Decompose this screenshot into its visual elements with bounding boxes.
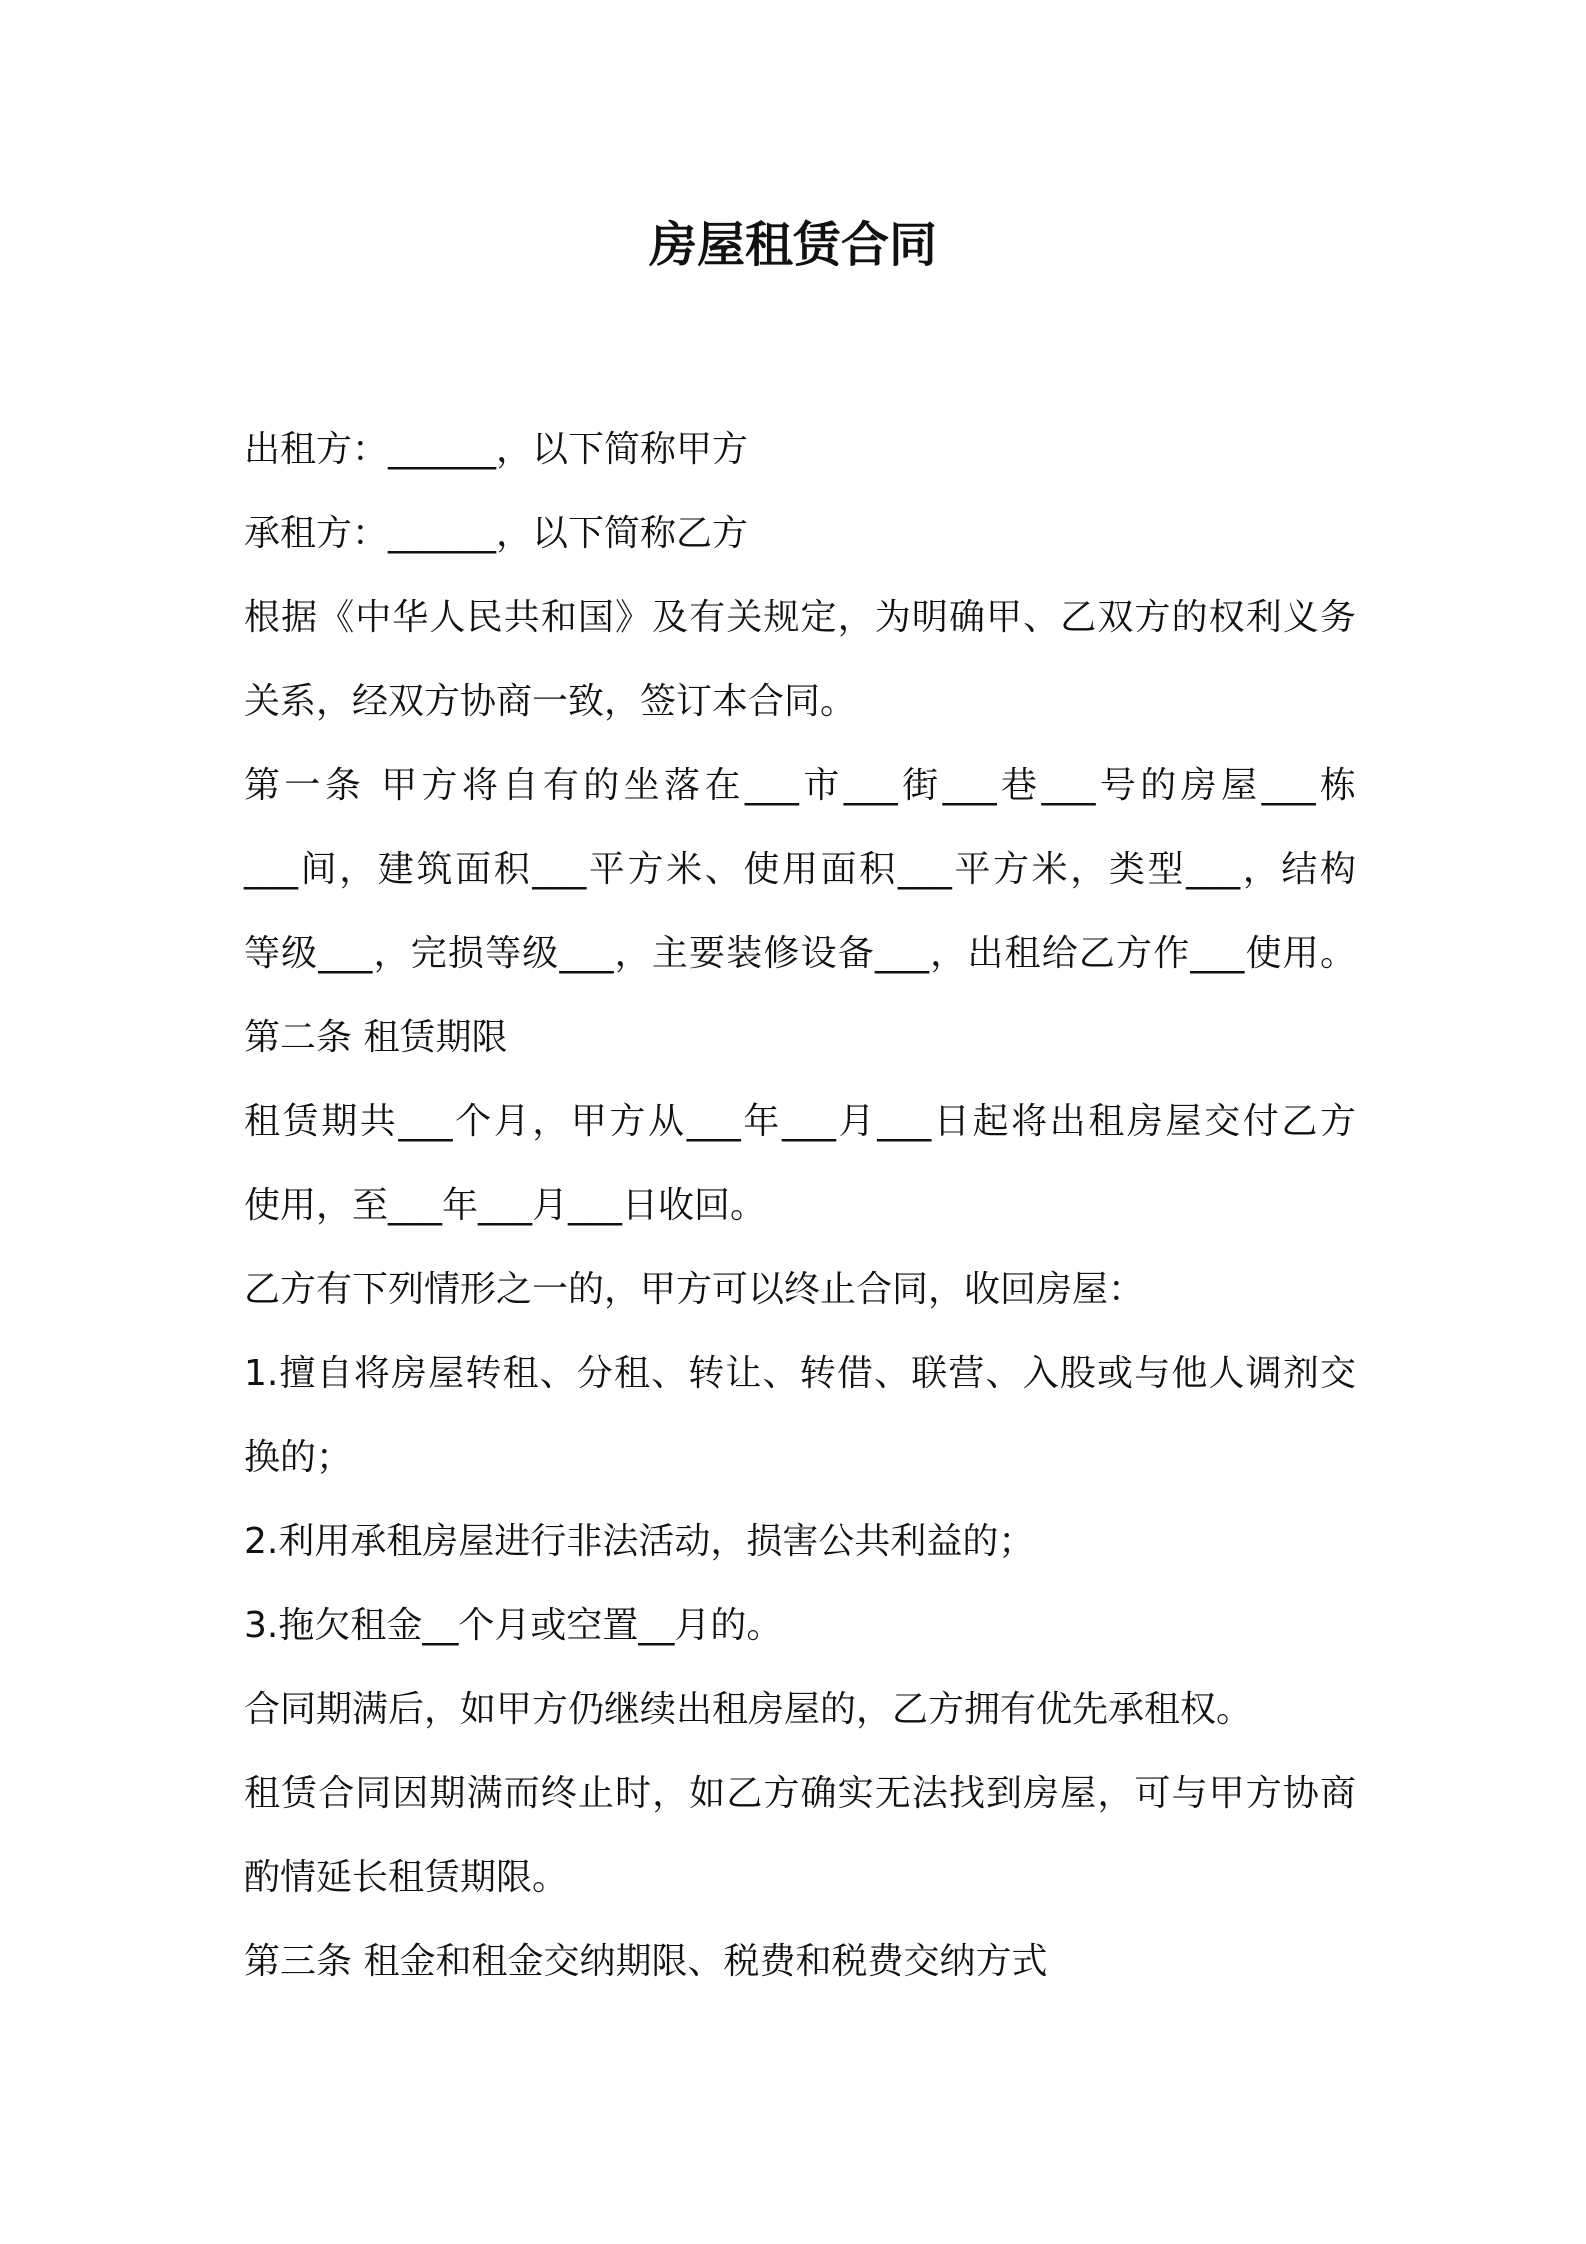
- extension-line-2: 酌情延长租赁期限。: [244, 1857, 569, 1898]
- article-1-line-3: 等级___，完损等级___，主要装修设备___，出租给乙方作___使用。: [244, 933, 1356, 974]
- termination-item-1-line-2: 换的；: [244, 1437, 353, 1478]
- article-3-heading: 第三条 租金和租金交纳期限、税费和税费交纳方式: [244, 1941, 1048, 1982]
- renewal-priority-line: 合同期满后，如甲方仍继续出租房屋的，乙方拥有优先承租权。: [244, 1689, 1253, 1730]
- termination-item-1-line-1: 1.擅自将房屋转租、分租、转让、转借、联营、入股或与他人调剂交: [244, 1353, 1356, 1394]
- document-body: [244, 408, 1356, 2004]
- preamble-line-1: 根据《中华人民共和国》及有关规定，为明确甲、乙双方的权利义务: [244, 597, 1356, 638]
- lessee-line: 承租方：______，以下简称乙方: [244, 513, 749, 554]
- article-1-line-1: 第一条 甲方将自有的坐落在___市___街___巷___号的房屋___栋: [244, 765, 1356, 806]
- preamble-line-2: 关系，经双方协商一致，签订本合同。: [244, 681, 857, 722]
- document-title: 房屋租赁合同: [648, 217, 937, 273]
- termination-item-3: 3.拖欠租金__个月或空置__月的。: [244, 1605, 783, 1646]
- article-2-line-1: 租赁期共___个月，甲方从___年___月___日起将出租房屋交付乙方: [244, 1101, 1356, 1142]
- lessor-line: 出租方：______，以下简称甲方: [244, 429, 749, 470]
- termination-item-2: 2.利用承租房屋进行非法活动，损害公共利益的；: [244, 1521, 1035, 1562]
- extension-line-1: 租赁合同因期满而终止时，如乙方确实无法找到房屋，可与甲方协商: [244, 1773, 1356, 1814]
- article-2-line-2: 使用，至___年___月___日收回。: [244, 1185, 767, 1226]
- article-2-heading: 第二条 租赁期限: [244, 1017, 508, 1058]
- article-1-line-2: ___间，建筑面积___平方米、使用面积___平方米，类型___，结构: [244, 849, 1356, 890]
- termination-intro: 乙方有下列情形之一的，甲方可以终止合同，收回房屋：: [244, 1269, 1145, 1310]
